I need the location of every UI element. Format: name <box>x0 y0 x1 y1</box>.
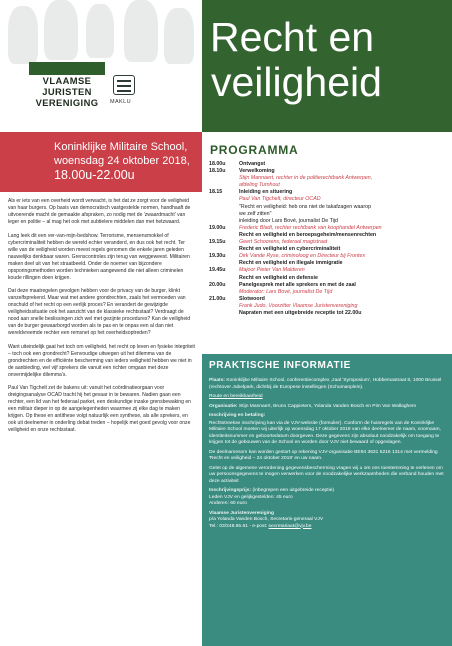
intro-text <box>8 198 196 441</box>
programma-item <box>209 161 447 168</box>
logo-line-3: VERENIGING <box>35 97 99 108</box>
prijs-leden: Leden VJV en gelijkgestelden: 45 euro <box>209 494 293 500</box>
programma-details <box>239 189 447 224</box>
programma-time: 20.00u <box>209 281 226 288</box>
programma-time: 18.00u <box>209 161 226 167</box>
programma-item <box>209 189 447 224</box>
info-organisatie <box>209 404 449 411</box>
banner-date: woensdag 24 oktober 2018, <box>54 155 190 167</box>
praktische-info-section <box>202 354 452 646</box>
organisatie-text: Stijn Mannaert, Bruno Cappieters, Yolanda Vanden Bosch en Pim Van Wallaghem <box>238 403 417 409</box>
banner-location: Koninklijke Militaire School, <box>54 141 188 153</box>
contact-mail-prefix: e-post: <box>252 523 268 529</box>
programma-time: 18.15 <box>209 189 223 196</box>
programma-line: afdeling Turnhout <box>239 182 280 189</box>
programma-list <box>209 161 447 317</box>
intro-paragraph: Want uiteindelijk gaat het toch om veiligheid, het recht op leven en fysieke integriteit – toch ook een grondrecht? Eenvoudige uitwegen uit het dilemma van de grondrechten en de efficiënte bescherming van ieders veiligheid hebben we niet in de aanbieding, wel vijf sprekers die vanuit een richter omgaan met deze onvermijdelijke dilemma's. <box>8 343 195 378</box>
programma-time: 21.00u <box>209 295 226 302</box>
header-logo-area <box>0 0 202 132</box>
contact-phone: Tel.: 03/248.65.61 - <box>209 523 251 529</box>
programma-line: Geert Schoorens, federaal magistraat <box>239 239 328 246</box>
logo-line-2: JURISTEN <box>42 86 92 97</box>
intro-paragraph: Als er iets van een overheid wordt verwacht, is het dat ze zorgt voor de veiligheid van haar burgers. Op basis van democratisch vastgestelde normen, handhaaft de uitvoerende macht de gemaakte afspraken, zo nodig met de 'zwaardmacht' van leger en politie – al mag het ook met subtielere middelen dan met hetzwaard. <box>8 198 191 225</box>
programma-item <box>209 267 447 281</box>
programma-details <box>239 253 447 267</box>
programma-details <box>239 168 447 189</box>
programma-line: Recht en veiligheid en cybercriminaliteit <box>239 246 341 253</box>
betaling-text: De deelnamesom kan worden gestort op rekening VJV-organisatie BE94 3631 5216 1314 met vermelding 'Recht en veiligheid – 24 oktober 2018' en uw naam. <box>209 449 438 461</box>
programma-details <box>239 296 447 317</box>
programma-time: 18.10u <box>209 168 226 175</box>
prijs-anderen: Anderen: 60 euro <box>209 501 247 506</box>
info-route <box>209 394 449 401</box>
maklu-logo-icon <box>113 75 135 95</box>
programma-line: Recht en veiligheid en defensie <box>239 274 318 281</box>
page-title-line-1: Recht en <box>210 14 375 60</box>
programma-line: Frank Judo, Voorzitter Vlaamse Juristenvereniging <box>239 302 358 309</box>
maklu-label: MAKLU <box>110 99 131 105</box>
info-body <box>209 378 449 533</box>
silhouette-figure-icon <box>86 4 114 58</box>
silhouette-figure-icon <box>44 0 78 60</box>
banner-time: 18.00u-22.00u <box>54 168 135 182</box>
programma-line: Paul Van Tigchelt, directeur OCAD <box>239 196 321 203</box>
programma-line: Stijn Mannaert, rechter in de politierechtbank Antwerpen, <box>239 175 373 182</box>
programma-item <box>209 168 447 189</box>
plaats-label: Plaats: <box>209 378 226 383</box>
silhouette-figure-icon <box>8 6 38 64</box>
programma-details <box>239 239 447 253</box>
vjv-logo <box>29 62 105 110</box>
programma-time: 19.00u <box>209 224 226 231</box>
programma-item <box>209 296 447 317</box>
programma-title: PROGRAMMA <box>210 143 299 157</box>
programma-details <box>239 161 447 168</box>
programma-line: Verwelkoming <box>239 168 275 175</box>
title-panel <box>202 0 452 132</box>
prijs-text: (inbegrepen een uitgebreide receptie) <box>252 488 335 493</box>
contact-phone-mail <box>209 524 449 531</box>
programma-line: Panelgesprek met alle sprekers en met de zaal <box>239 281 356 288</box>
silhouette-figure-icon <box>124 0 158 62</box>
programma-line: inleiding door Lars Bové, journalist De Tijd <box>239 217 338 224</box>
info-title: PRAKTISCHE INFORMATIE <box>209 360 351 371</box>
logo-line-1: VLAAMSE <box>42 75 92 86</box>
privacy-text: Gelet op de algemene verordening gegevensbescherming vragen wij u om ons toestemming te verlenen om uw persoonsgegevens te mogen verwerken voor de noodzakelijke werkzaamheden die verband houden met deze activiteit <box>209 465 444 484</box>
intro-paragraph: Dat deze maatregelen gevolgen hebben voor de privacy van de burger, klinkt vanzelfsprekend. Maar wat met andere grondrechten, zaals het vermoeden van onschuld of het recht op een eerlijk proces? En verandert de gewijzigde veiligheidssituatie ook het aanzicht van de klassieke rechtsstaat? Verdraagt de nood aan snelle beslissingen zich wel met gezijnte procedures? Kan de veiligheid van de burger gewaarborgd worden als te pas en te onpas een al dan niet wereldvreemde rechter een remsnet op het overheidsoptreden? <box>8 288 191 336</box>
organisatie-label: Organisatie: <box>209 403 238 409</box>
programma-line: Napraten met een uitgebreide receptie tot 22.00u <box>239 309 362 316</box>
intro-paragraph: Paul Van Tigchelt zet de bakens uit: vanuit het coördinatieorgaan voor dreigingsanalyse OCAD tracht hij het gevaar in te bewaren. Nadien gaan een rechter, een lid van het federaal parket, een deskundige inzake grensbewaking en een militair dieper in op de aangelegenheden waarmee zij elke dag te maken krijgen. Op these en antithese volgt natuurlijk een synthese, als alle sprekers, en ook uit deelnemer in onderling debat treden – hopelijk met goed gevolg voor onze veiligheid en onze rechtsstaat. <box>8 385 191 433</box>
inschrijving-text: Rechtstreekse inschrijving kan via de VJV-website (formulier). Conform de huisregels van de Koninklijke Militaire School moeten wij uiterlijk op woensdag 17 oktober 2018 van elke deelnemer de naam, voornaam, identiteitsnummer en geboortedatum doorgeven. Deze gegevens zijn absoluut noodzakelijk om toegang te krijgen tot de gebouwen van de School en worden door VJV niet bewaard of opgeslagen. <box>209 420 441 445</box>
programma-time: 19.30u <box>209 253 226 260</box>
programma-line: Recht en veiligheid en beroepsgeheim/mensenrechten <box>239 231 377 238</box>
programma-line: Slotwoord <box>239 295 265 302</box>
page-title-line-2: veiligheid <box>211 59 382 105</box>
programma-details <box>239 225 447 239</box>
programma-line: "Recht en veiligheid: heb ons niet de takafzagen waarop <box>239 203 372 210</box>
programma-line: Recht en veiligheid en illegale immigratie <box>239 260 343 267</box>
programma-line: Inleiding en situering <box>239 189 293 196</box>
programma-time: 19.15u <box>209 239 226 246</box>
programma-line: we zelf zitten" <box>239 210 272 217</box>
programma-line: Frederic Bladt, rechter rechtbank van koophandel Antwerpen <box>239 224 382 231</box>
programma-item <box>209 282 447 296</box>
programma-line: Moderator: Lars Bové, journalist De Tijd <box>239 288 333 295</box>
contact-email-link[interactable]: secretariaat@vjv.be <box>268 523 312 529</box>
programma-item <box>209 225 447 239</box>
prijs-label: Inschrijvingsprijs: <box>209 488 252 493</box>
silhouette-figure-icon <box>164 8 194 64</box>
programma-item <box>209 239 447 253</box>
programma-line: Majoor Pieter Van Malderen <box>239 267 305 274</box>
programma-details <box>239 267 447 281</box>
contact-label: Vlaamse Juristenvereniging <box>209 510 274 516</box>
programma-line: Ontvangst <box>239 161 266 167</box>
intro-paragraph: Lang leek dit een ver-van-mijn-bedshow. Terrorisme, mensensmokkel of cybercriminaliteit hebben de wereld echter veranderd, en dus ook het recht. Ter wille van de veiligheid worden meest regels genomen die enkele jaren geleden nauwelijks denkbaar waren. Grenscontroles zijn terug van weggeweest. Militairen maken deel uit van het straatbeeld. Onder de noemer van bijzondere opsporingsmethoden worden technieken aangewend die niet alleen criminelen koude rillingen doen krijgen. <box>8 232 190 281</box>
event-banner <box>0 132 202 192</box>
programma-line: Dirk Vande Ryse, criminoloog en Directeur bij Frontex <box>239 253 366 260</box>
contact-address: p/a Yolanda Vanden Bosch, Secretaris-generaal VJV <box>209 517 324 522</box>
inschrijving-label: Inschrijving en betaling: <box>209 413 266 418</box>
programma-time: 19.45u <box>209 267 226 274</box>
programma-item <box>209 253 447 267</box>
plaats-text: Koninklijke Militaire School, conferentiecomplex ,zaal 'Symposium', Hobbemastraat 8, 1000 Brussel (rechtover Jubelpark, dichtbij de Europese instellingen (Schumanplein). <box>209 378 442 390</box>
info-inschrijving-label-row <box>209 413 449 420</box>
info-plaats <box>209 378 449 391</box>
programma-details <box>239 282 447 296</box>
route-link[interactable]: Route en bereikbaarheid <box>209 394 263 399</box>
